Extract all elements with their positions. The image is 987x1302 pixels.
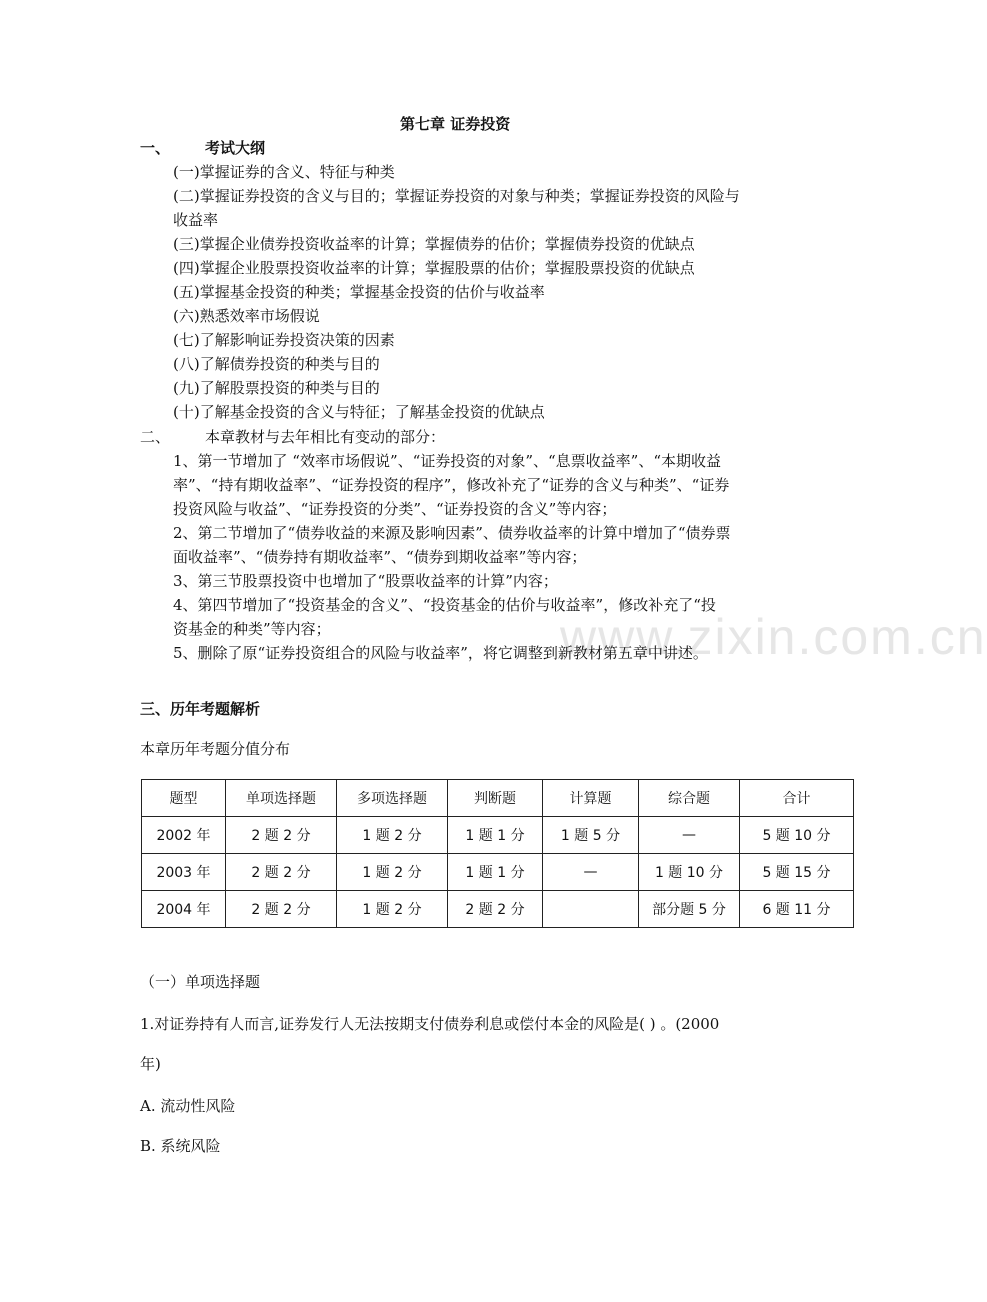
answer-option: B. 系统风险 (140, 1137, 221, 1155)
table-cell (543, 891, 639, 928)
outline-item: (六)熟悉效率市场假说 (173, 307, 320, 325)
table-cell: 6 题 11 分 (740, 891, 854, 928)
change-line: 投资风险与收益”、“证券投资的分类”、“证券投资的含义”等内容； (173, 500, 617, 518)
table-cell: 1 题 1 分 (448, 817, 543, 854)
change-line: 5、删除了原“证券投资组合的风险与收益率”，将它调整到新教材第五章中讲述。 (173, 644, 708, 662)
question-text-continued: 年) (140, 1055, 161, 1073)
table-cell: 2 题 2 分 (226, 891, 337, 928)
outline-item: (十)了解基金投资的含义与特征；了解基金投资的优缺点 (173, 403, 545, 421)
table-cell: 5 题 15 分 (740, 854, 854, 891)
outline-item: 收益率 (173, 211, 219, 229)
table-header-cell: 题型 (142, 780, 226, 817)
chapter-title: 第七章 证券投资 (400, 115, 511, 133)
watermark: www.zixin.com.cn (560, 609, 987, 665)
answer-option: A. 流动性风险 (140, 1097, 236, 1115)
table-header-cell: 综合题 (639, 780, 740, 817)
change-line: 资基金的种类”等内容； (173, 620, 331, 638)
outline-item: (二)掌握证券投资的含义与目的；掌握证券投资的对象与种类；掌握证券投资的风险与 (173, 187, 740, 205)
outline-item: (八)了解债券投资的种类与目的 (173, 355, 380, 373)
table-row (142, 854, 854, 891)
table-cell: 1 题 5 分 (543, 817, 639, 854)
table-cell: 部分题 5 分 (639, 891, 740, 928)
section2-heading: 本章教材与去年相比有变动的部分： (205, 428, 446, 446)
table-header-cell: 单项选择题 (226, 780, 337, 817)
change-line: 4、第四节增加了“投资基金的含义”、“投资基金的估价与收益率”，修改补充了“投 (173, 596, 716, 614)
table-cell: — (543, 854, 639, 891)
table-cell: 2004 年 (142, 891, 226, 928)
change-line: 率”、“持有期收益率”、“证券投资的程序”，修改补充了“证券的含义与种类”、“证券 (173, 476, 730, 494)
table-header-cell: 判断题 (448, 780, 543, 817)
outline-item: (一)掌握证券的含义、特征与种类 (173, 163, 395, 181)
outline-item: (四)掌握企业股票投资收益率的计算；掌握股票的估价；掌握股票投资的优缺点 (173, 259, 695, 277)
table-cell: 1 题 2 分 (337, 817, 448, 854)
table-cell: 1 题 2 分 (337, 854, 448, 891)
table-caption: 本章历年考题分值分布 (140, 740, 291, 758)
question-text: 1.对证券持有人而言,证券发行人无法按期支付债券利息或偿付本金的风险是( ) 。(2000 (140, 1015, 720, 1033)
table-cell: 1 题 2 分 (337, 891, 448, 928)
section3-heading: 三、历年考题解析 (140, 700, 261, 718)
table-cell: 2003 年 (142, 854, 226, 891)
section1-number: 一、 (140, 139, 171, 157)
table-cell: 2002 年 (142, 817, 226, 854)
table-header-cell: 合计 (740, 780, 854, 817)
change-line: 3、第三节股票投资中也增加了“股票收益率的计算”内容； (173, 572, 558, 590)
section2-number: 二、 (140, 428, 171, 446)
table-cell: 2 题 2 分 (226, 817, 337, 854)
table-header-cell: 多项选择题 (337, 780, 448, 817)
table-header-cell: 计算题 (543, 780, 639, 817)
change-line: 1、第一节增加了 “效率市场假说”、“证券投资的对象”、“息票收益率”、“本期收益 (173, 452, 721, 470)
table-cell: 2 题 2 分 (448, 891, 543, 928)
table-cell: — (639, 817, 740, 854)
outline-item: (九)了解股票投资的种类与目的 (173, 379, 380, 397)
score-distribution-table (141, 779, 854, 928)
table-header-row (142, 780, 854, 817)
table-cell: 5 题 10 分 (740, 817, 854, 854)
table-cell: 1 题 10 分 (639, 854, 740, 891)
table-row (142, 891, 854, 928)
outline-item: (七)了解影响证券投资决策的因素 (173, 331, 395, 349)
outline-item: (五)掌握基金投资的种类；掌握基金投资的估价与收益率 (173, 283, 545, 301)
table-cell: 1 题 1 分 (448, 854, 543, 891)
question-type-heading: （一）单项选择题 (140, 973, 261, 991)
table-row (142, 817, 854, 854)
outline-item: (三)掌握企业债券投资收益率的计算；掌握债券的估价；掌握债券投资的优缺点 (173, 235, 695, 253)
table-cell: 2 题 2 分 (226, 854, 337, 891)
change-line: 面收益率”、“债券持有期收益率”、“债券到期收益率”等内容； (173, 548, 587, 566)
change-line: 2、第二节增加了“债券收益的来源及影响因素”、债券收益率的计算中增加了“债券票 (173, 524, 731, 542)
section1-heading: 考试大纲 (205, 139, 266, 157)
